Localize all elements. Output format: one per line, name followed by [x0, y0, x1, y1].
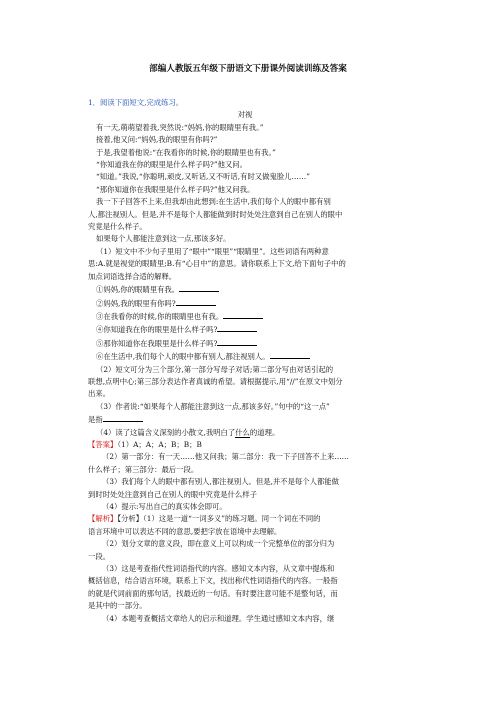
sentence-item [88, 323, 402, 336]
question-text: （2）短文可分为三个部分,第一部分写母子对话;第二部分写由对话引起的 [96, 364, 334, 374]
answer-text: 什么样子；第三部分：最后一段。 [88, 464, 199, 474]
answer-blank[interactable] [217, 323, 257, 332]
explanation-text: 【分析】（1）这是一道“一词多义”的练习题。同一个词在不同的 [117, 514, 321, 524]
sentence-item [88, 310, 402, 323]
question-text: （1）短文中不少句子里用了“眼中”“眼里”“眼睛里”。这些词语有两种意 [96, 246, 329, 256]
story-paragraph: 我一下子回答不上来,但我却由此想到:在生活中,我们每个人的眼中都有别 [96, 197, 331, 207]
sentence-text: ①妈妈,你的眼睛里有我。 [96, 285, 180, 295]
answer-line [88, 439, 402, 451]
explanation-line [88, 513, 402, 525]
answer-blank[interactable] [179, 283, 219, 292]
question-line [88, 413, 402, 426]
underlined-word: 什么 [235, 427, 250, 437]
explanation-text: （3）这是考查指代性词语指代的内容。感知文本内容，从文章中提炼和 [102, 564, 335, 574]
question-1-heading: 1．阅读下面短文,完成练习。 [88, 98, 184, 107]
story-paragraph: “那你知道你在我眼里是什么样子吗?”他又问我。 [96, 184, 255, 194]
answer-text: （2）第一部分：有一天……他又问我；第二部分：我一下子回答不上来…… [102, 452, 350, 462]
question-line [88, 427, 402, 439]
answer-blank[interactable] [103, 413, 143, 422]
question-text: （3）作者说:“如果每个人都能注意到这一点,那该多好。”句中的“这一点” [96, 401, 330, 411]
sentence-item [88, 337, 402, 350]
answer-text: 到时时处处注意到自己在别人的眼中究竟是什么样子 [88, 489, 257, 499]
story-paragraph: 如果每个人都能注意到这一点,那该多好。 [96, 234, 231, 244]
sentence-item [88, 297, 402, 310]
story-paragraph: 究竟是什么样子。 [88, 222, 147, 232]
explanation-label: 【解析】 [88, 514, 118, 524]
sentence-text: ③在我看你的时候,你的眼睛里也有我。 [96, 311, 224, 321]
story-paragraph: 人,都注视别人。但是,并不是每个人都能做到时时处处注意到自己在别人的眼中 [88, 209, 343, 219]
question-text: 加点词语选择合适的解释。 [88, 271, 177, 281]
explanation-text: 的就是代词前面的那句话，找最近的一句话。有时要注意可能不是整句话，而 [88, 588, 338, 598]
explanation-text: （4）本题考查概括文章给人的启示和道理。学生通过感知文本内容，继 [102, 613, 335, 623]
explanation-text: 是其中的一部分。 [88, 601, 147, 611]
question-text: 出来。 [88, 389, 111, 399]
answer-blank[interactable] [176, 297, 216, 306]
answer-text: （4）提示:写出自己的真实体会即可。 [102, 502, 227, 511]
answer-text: （1）A；A；A；B；B；B [117, 439, 202, 449]
sentence-text: ②妈妈,我的眼里有你吗? [96, 298, 176, 308]
sentence-text: ④你知道我在你的眼里是什么样子吗? [96, 325, 218, 335]
story-paragraph: “知道。”我说,“你聪明,顽皮,又听话,又不听话,有时又做鬼脸儿……” [96, 172, 310, 182]
question-text: 思:A.就是视觉的眼睛里;B.有“心目中”的意思。请你联系上下文,给下面句子中的 [88, 259, 346, 269]
question-text: 联想,点明中心;第三部分表达作者真诚的希望。请根据提示,用“//”在原文中划分 [88, 376, 343, 386]
story-paragraph: 有一天,萌萌望着我,突然说:“妈妈,你的眼睛里有我。” [96, 122, 264, 132]
explanation-text: 一段。 [88, 551, 111, 561]
answer-blank[interactable] [270, 350, 310, 359]
sentence-text: ⑥在生活中,我们每个人的眼中都有别人,都注视别人。 [96, 352, 270, 362]
answer-blank[interactable] [223, 310, 263, 319]
question-text: （4）读了这篇含义深刻的小散文,我明白了 [96, 427, 236, 437]
answer-text: （3）我们每个人的眼中都有别人,都注视别人。但是,并不是每个人都能做 [102, 477, 339, 487]
story-paragraph: 于是,我望着他说:“在我看你的时候,你的眼睛里也有我。” [96, 147, 276, 157]
sentence-item [88, 350, 402, 363]
sentence-item [88, 283, 402, 296]
explanation-text: 语言环境中可以表达不同的意思,要把字放在语境中去理解。 [88, 526, 282, 536]
explanation-text: 概括信息，结合语言环境，联系上下文，找出称代性词语指代的内容。一般指 [88, 576, 338, 586]
story-title: 对视 [237, 110, 253, 120]
story-paragraph: “你知道我在你的眼里是什么样子吗?”他又问。 [96, 160, 247, 170]
explanation-text: （2）划分文章的意义段，即在意义上可以构成一个完整单位的部分归为 [102, 539, 335, 549]
document-body [88, 97, 402, 625]
answer-label: 【答案】 [88, 439, 118, 449]
page-title: 部编人教版五年级下册语文下册课外阅读训练及答案 [149, 64, 347, 74]
sentence-text: ⑤那你知道你在我眼里是什么样子吗? [96, 338, 218, 348]
question-text: 的道理。 [249, 427, 280, 437]
story-paragraph: 接着,他又问:“妈妈,我的眼里有你吗?” [96, 135, 218, 145]
question-text: 是指 [88, 415, 103, 425]
answer-blank[interactable] [217, 337, 257, 346]
